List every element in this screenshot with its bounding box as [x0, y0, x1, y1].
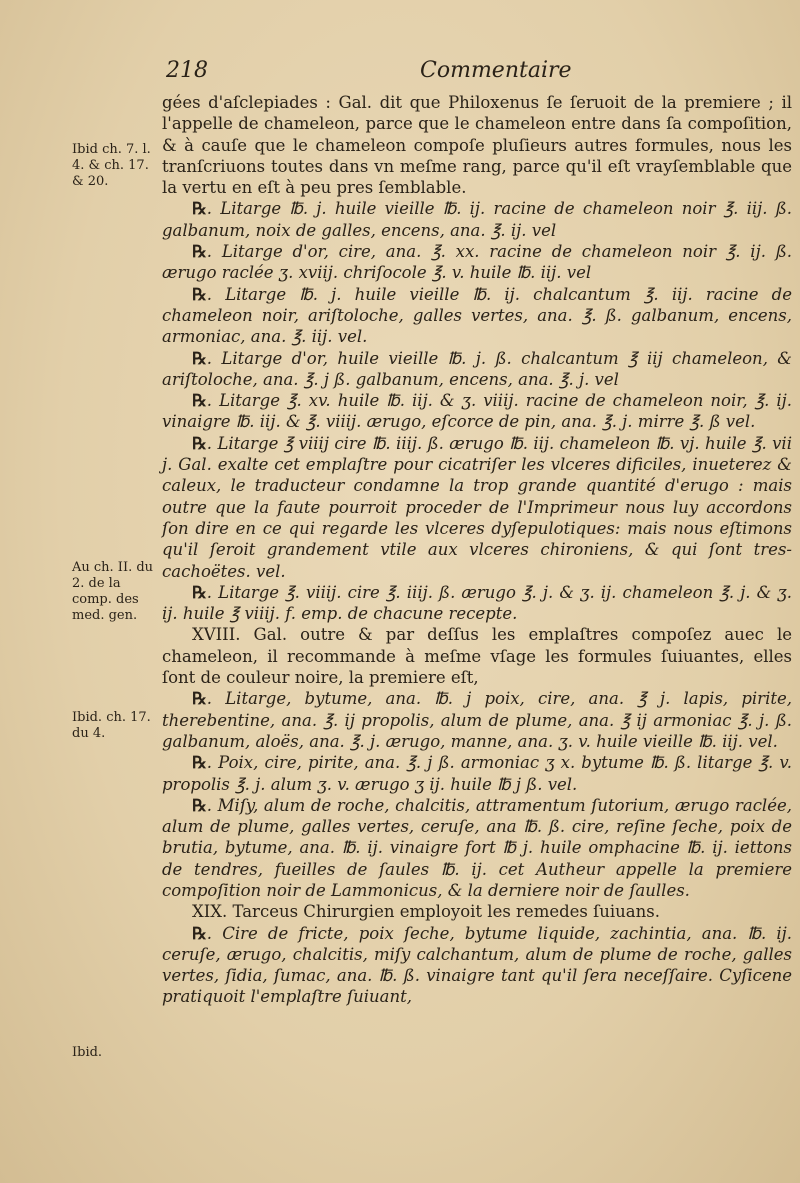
recipe-symbol-icon: ℞ [192, 689, 207, 709]
recipe: ℞. Litarge d'or, cire, ana. ℥. xx. racine de chameleon noir ℥. ij. ß. ærugo raclée ʒ. xviij. chriſocole ℥. v. huile ℔. iij. vel [162, 242, 792, 283]
recipe: ℞. Litarge ℔. j. huile vieille ℔. ij. racine de chameleon noir ℥. iij. ß. galbanum, noix de galles, encens, ana. ℥. ij. vel [162, 199, 792, 240]
margin-note: Ibid. [72, 1045, 103, 1060]
margin-note: Ibid ch. 7. l. 4. & ch. 17. & 20. [72, 142, 151, 189]
recipe-symbol-icon: ℞ [192, 284, 207, 304]
section-xviii: XVIII. Gal. outre & par deſſus les emplaſtres compoſez auec le chameleon, il recommande à meſme vſage les formules ſuiuantes, elles ſont de couleur noire, la premiere eſt, [162, 625, 792, 688]
recipe: ℞. Cire de fricte, poix ſeche, bytume liquide, zachintia, ana. ℔. ij. ceruſe, ærugo, chalcitis, miſy calchantum, alum de plume de roche, galles vertes, ſidia, ſumac, ana. ℔. ß. vinaigre tant qu'il ſera neceſſaire. Cyſicene pratiquoit l'emplaſtre ſuiuant, [162, 923, 792, 1007]
recipe: ℞. Litarge d'or, huile vieille ℔. j. ß. chalcantum ℥ iij chameleon, & ariſtoloche, ana. ℥. j ß. galbanum, encens, ana. ℥. j. vel [162, 348, 792, 389]
recipe: ℞. Litarge, bytume, ana. ℔. j poix, cire, ana. ℥ j. lapis, pirite, therebentine, ana. ℥. ij propolis, alum de plume, ana. ℥ ij armoniac ℥. j. ß. galbanum, aloës, ana. ℥. j. ærugo, manne, ana. ʒ. v. huile vieille ℔. iij. vel. [162, 689, 792, 751]
running-title: Commentaire [420, 58, 572, 83]
recipe-symbol-icon: ℞ [192, 199, 207, 219]
recipe: ℞. Miſy, alum de roche, chalcitis, attramentum ſutorium, ærugo raclée, alum de plume, galles vertes, ceruſe, ana ℔. ß. cire, reſine ſeche, poix de brutia, bytume, ana. ℔. ij. vinaigre fort ℔ j. huile omphacine ℔. ij. iettons de tendres, fueilles de ſaules ℔. ij. cet Autheur appelle la premiere compoſition noir de Lammonicus, & la derniere noir de ſaulles. [162, 795, 792, 900]
recipe: ℞. Poix, cire, pirite, ana. ℥. j ß. armoniac ʒ x. bytume ℔. ß. litarge ℥. v. propolis ℥. j. alum ʒ. v. ærugo ʒ ij. huile ℔ j ß. vel. [162, 753, 792, 794]
recipe-symbol-icon: ℞ [192, 433, 207, 453]
margin-note: Au ch. II. du 2. de la comp. des med. gen. [72, 560, 154, 623]
section-xix: XIX. Tarceus Chirurgien employoit les remedes ſuiuans. [192, 902, 660, 922]
recipe-symbol-icon: ℞ [192, 348, 207, 368]
recipe-symbol-icon: ℞ [192, 582, 207, 602]
recipe-symbol-icon: ℞ [192, 391, 207, 411]
recipe-symbol-icon: ℞ [192, 795, 207, 815]
recipe-symbol-icon: ℞ [192, 923, 207, 943]
recipe-symbol-icon: ℞ [192, 753, 207, 773]
recipe: ℞. Litarge ℥. viiij. cire ℥. iiij. ß. ærugo ℥. j. & ʒ. ij. chameleon ℥. j. & ʒ. ij. huile ℥ viiij. f. emp. de chacune recepte. [162, 582, 792, 624]
margin-note: Ibid. ch. 17. du 4. [72, 710, 151, 741]
body-text [162, 92, 792, 1008]
recipe: ℞. Litarge ℥. xv. huile ℔. iij. & ʒ. viiij. racine de chameleon noir, ℥. ij. vinaigre ℔. iij. & ℥. viiij. ærugo, eſcorce de pin, ana. ℥. j. mirre ℥. ß vel. [162, 391, 792, 432]
paragraph: gées d'aſclepiades : Gal. dit que Philoxenus ſe ſeruoit de la premiere ; il l'appelle de chameleon, parce que le chameleon entre dans ſa compoſition, & à cauſe que le chameleon compoſe pluſieurs autres formules, nous les tranſcriuons toutes dans vn meſme rang, parce qu'il eſt vrayſemblable que la vertu en eſt à peu pres ſemblable. [162, 93, 792, 198]
recipe: ℞. Litarge ℔. j. huile vieille ℔. ij. chalcantum ℥. iij. racine de chameleon noir, ariſtoloche, galles vertes, ana. ℥. ß. galbanum, encens, armoniac, ana. ℥. iij. vel. [162, 284, 792, 347]
page-number: 218 [166, 58, 208, 83]
page-header [0, 58, 800, 88]
recipe-symbol-icon: ℞ [192, 242, 207, 262]
recipe: ℞. Litarge ℥ viiij cire ℔. iiij. ß. ærugo ℔. iij. chameleon ℔. vj. huile ℥. vii j. Gal. exalte cet emplaſtre pour cicatriſer les vlceres dificiles, inueterez & caleux, le traducteur condamne la trop grande quantité d'erugo : mais outre que la faute pourroit proceder de l'Imprimeur nous luy accordons ſon dire en ce qui regarde les vlceres dyſepulotiques: mais nous eſtimons qu'il ſeroit grandement vtile aux vlceres chironiens, & qui ſont tres-cachoëtes. vel. [162, 433, 792, 581]
